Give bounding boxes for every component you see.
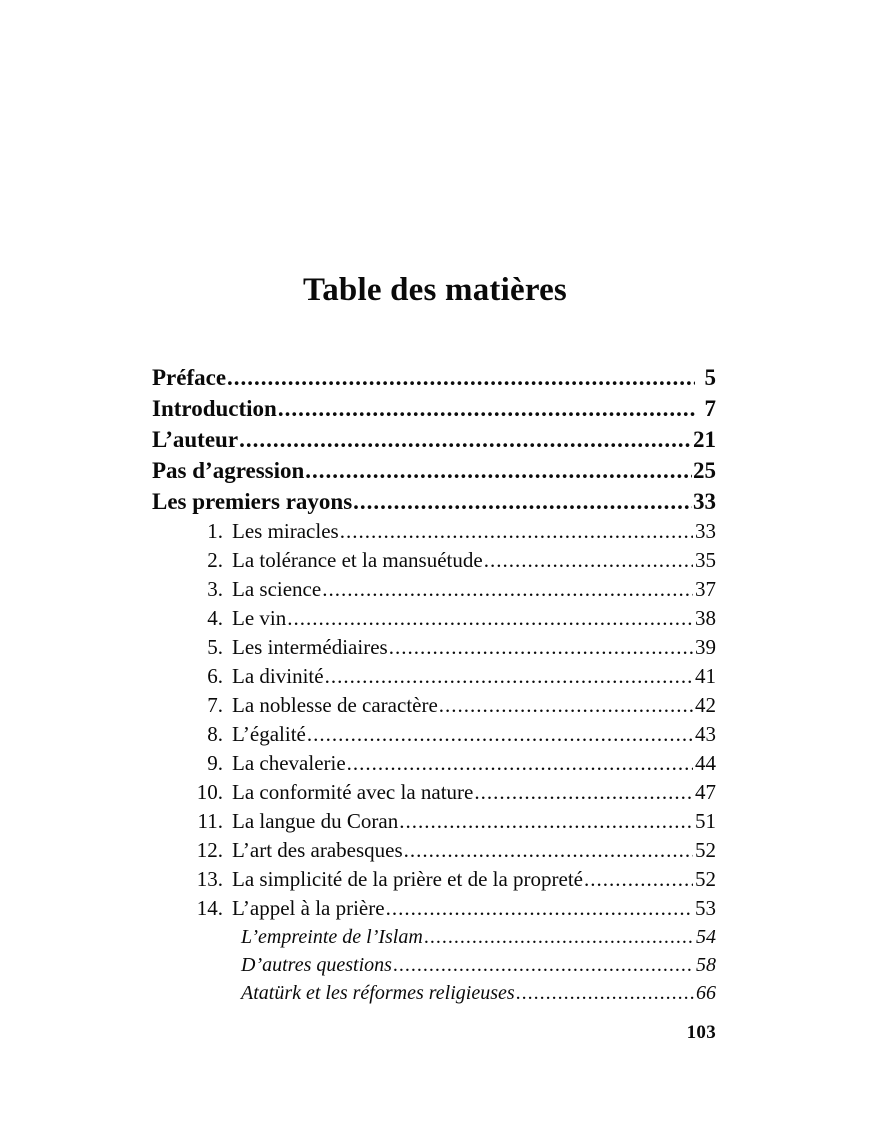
toc-subentry[interactable] <box>186 836 716 865</box>
toc-entry[interactable] <box>152 424 716 455</box>
leader-dots <box>399 807 693 828</box>
toc-subentry-page: 52 <box>695 867 716 891</box>
toc-subsubentry[interactable] <box>241 951 716 979</box>
toc-entry-title: Pas d’agression <box>152 458 305 483</box>
leader-dots <box>584 865 693 886</box>
toc-subentry-number: 5. <box>207 635 223 659</box>
toc-subentry-title: La divinité <box>232 664 324 688</box>
leader-dots <box>474 778 693 799</box>
toc-subentry-number: 8. <box>207 722 223 746</box>
toc-subentry-title: La chevalerie <box>232 751 346 775</box>
leader-dots <box>386 894 693 915</box>
toc-subentry-page: 37 <box>695 577 716 601</box>
toc-subentry-title: L’appel à la prière <box>232 896 385 920</box>
leader-dots <box>353 486 692 509</box>
toc-subentry-number: 13. <box>196 867 223 891</box>
toc-subentry-page: 43 <box>695 722 716 746</box>
toc-entry[interactable] <box>152 486 716 517</box>
toc-subentry-number: 14. <box>196 896 223 920</box>
toc-subentry-title: La langue du Coran <box>232 809 399 833</box>
toc-subsubentry-page: 66 <box>696 982 716 1004</box>
toc-subentry-title: Les miracles <box>232 519 339 543</box>
toc-subentry-number: 9. <box>207 751 223 775</box>
toc-subentry-title: L’art des arabesques <box>232 838 403 862</box>
toc-subentry[interactable] <box>186 865 716 894</box>
toc-subentry-title: La noblesse de caractère <box>232 693 438 717</box>
toc-subentry-number: 10. <box>196 780 223 804</box>
toc-subentry-page: 51 <box>695 809 716 833</box>
toc-entry-page: 33 <box>693 489 716 514</box>
toc-subentry-title: La tolérance et la mansuétude <box>232 548 483 572</box>
toc-entry-title: L’auteur <box>152 427 239 452</box>
toc-subentry[interactable] <box>186 575 716 604</box>
toc-subentry[interactable] <box>186 517 716 546</box>
leader-dots <box>340 517 693 538</box>
toc-subentry-page: 42 <box>695 693 716 717</box>
leader-dots <box>307 720 693 741</box>
toc-entry-title: Les premiers rayons <box>152 489 353 514</box>
toc-entry-title: Préface <box>152 365 227 390</box>
leader-dots <box>239 424 692 447</box>
toc-subsubentry-page: 58 <box>696 954 716 976</box>
toc-subentry-title: Le vin <box>232 606 287 630</box>
toc-subentry-number: 6. <box>207 664 223 688</box>
toc-entry-page: 25 <box>693 458 716 483</box>
leader-dots <box>325 662 693 683</box>
toc-subentry-page: 39 <box>695 635 716 659</box>
toc-subentry-number: 12. <box>196 838 223 862</box>
toc-subentry-number: 1. <box>207 519 223 543</box>
toc-subentry-title: Les intermédiaires <box>232 635 388 659</box>
toc-entry[interactable] <box>152 455 716 486</box>
toc-subentry-page: 52 <box>695 838 716 862</box>
toc-subentry-page: 41 <box>695 664 716 688</box>
toc-entry[interactable] <box>152 393 716 424</box>
toc-entry-page: 5 <box>704 365 716 390</box>
toc-subentry[interactable] <box>186 662 716 691</box>
toc-sublist-numbered <box>186 517 716 923</box>
leader-dots <box>393 951 694 971</box>
leader-dots <box>404 836 693 857</box>
leader-dots <box>516 979 694 999</box>
toc-subentry[interactable] <box>186 894 716 923</box>
leader-dots <box>305 455 692 478</box>
toc-subsubentry[interactable] <box>241 923 716 951</box>
toc-subentry[interactable] <box>186 546 716 575</box>
toc-subentry[interactable] <box>186 633 716 662</box>
leader-dots <box>287 604 693 625</box>
toc-subsubentry[interactable] <box>241 979 716 1007</box>
toc-sublist-italic <box>241 923 716 1007</box>
leader-dots <box>389 633 693 654</box>
toc-subentry[interactable] <box>186 691 716 720</box>
toc-subentry[interactable] <box>186 720 716 749</box>
toc-subentry-page: 53 <box>695 896 716 920</box>
toc-subentry-number: 3. <box>207 577 223 601</box>
toc-subentry-title: L’égalité <box>232 722 306 746</box>
toc-subentry-title: La simplicité de la prière et de la propreté <box>232 867 584 891</box>
toc-list <box>152 362 716 1007</box>
leader-dots <box>424 923 694 943</box>
toc-entry-page: 7 <box>704 396 716 421</box>
toc-subentry-page: 33 <box>695 519 716 543</box>
toc-subentry-title: La science <box>232 577 322 601</box>
toc-subsubentry-page: 54 <box>696 926 716 948</box>
toc-subentry[interactable] <box>186 604 716 633</box>
toc-subsubentry-title: Atatürk et les réformes religieuses <box>241 982 515 1004</box>
toc-subsubentry-title: L’empreinte de l’Islam <box>241 926 423 948</box>
toc-subentry-title: La conformité avec la nature <box>232 780 474 804</box>
leader-dots <box>347 749 693 770</box>
toc-subentry-page: 35 <box>695 548 716 572</box>
leader-dots <box>484 546 693 567</box>
toc-subentry[interactable] <box>186 749 716 778</box>
page-number: 103 <box>686 1022 716 1043</box>
toc-entry-page: 21 <box>693 427 716 452</box>
toc-subentry-number: 7. <box>207 693 223 717</box>
toc-subentry-number: 11. <box>197 809 223 833</box>
toc-subentry-number: 4. <box>207 606 223 630</box>
toc-subentry-number: 2. <box>207 548 223 572</box>
toc-entry[interactable] <box>152 362 716 393</box>
toc-entry-title: Introduction <box>152 396 277 421</box>
toc-subentry-page: 47 <box>695 780 716 804</box>
leader-dots <box>227 362 695 385</box>
page-title: Table des matières <box>303 272 567 308</box>
leader-dots <box>278 393 695 416</box>
toc-subentry[interactable] <box>186 807 716 836</box>
toc-subentry-page: 38 <box>695 606 716 630</box>
toc-subentry[interactable] <box>186 778 716 807</box>
leader-dots <box>322 575 693 596</box>
toc-subentry-page: 44 <box>695 751 716 775</box>
leader-dots <box>439 691 693 712</box>
toc-subsubentry-title: D’autres questions <box>241 954 392 976</box>
